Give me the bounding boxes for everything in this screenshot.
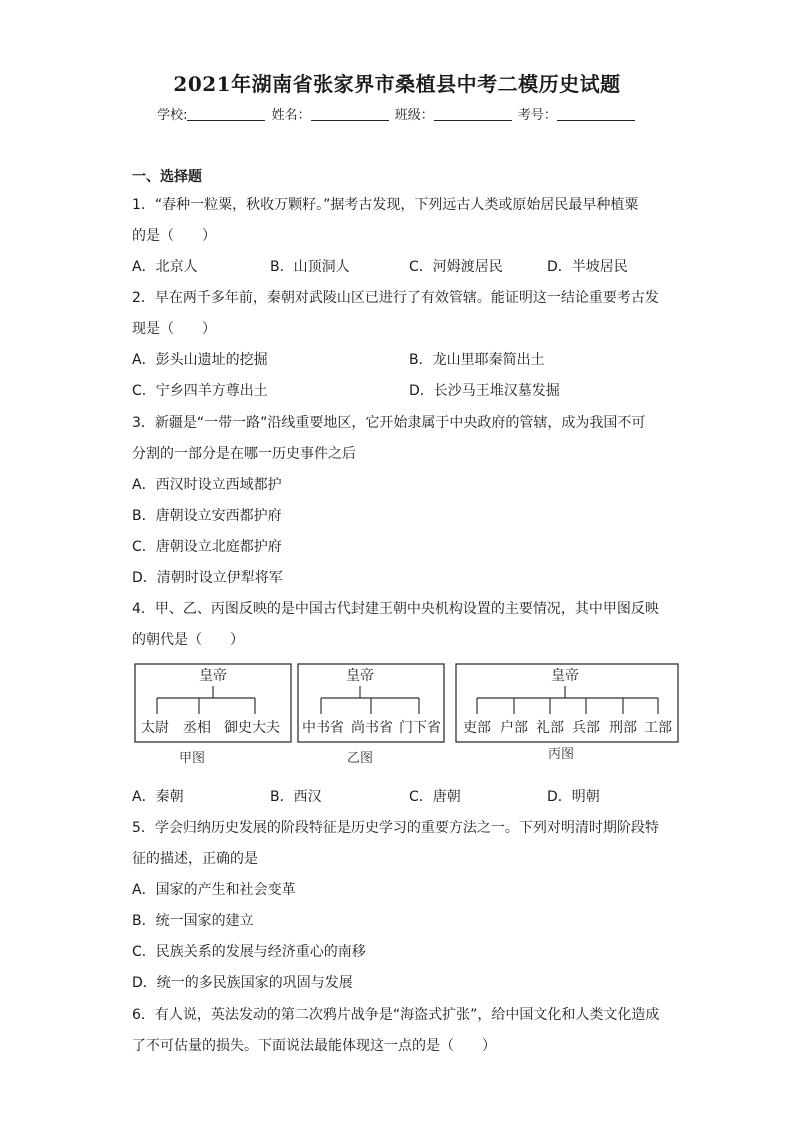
q5-stem-line1: 5．学会归纳历史发展的阶段特征是历史学习的重要方法之一。下列对明清时期阶段特: [132, 820, 659, 836]
q4-stem-line2: 的朝代是（ ）: [132, 632, 244, 648]
q5-option-b[interactable]: B．统一国家的建立: [132, 913, 254, 929]
diagram-yi: [298, 664, 444, 766]
q2-stem-line2: 现是（ ）: [132, 321, 216, 337]
q4-option-c[interactable]: C．唐朝: [409, 789, 461, 805]
diagram-bing-child-2: 户部: [500, 720, 528, 736]
exam-title: 2021年湖南省张家界市桑植县中考二模历史试题: [173, 72, 621, 96]
student-info-row: [0, 104, 794, 123]
q4-stem-line1: 4．甲、乙、丙图反映的是中国古代封建王朝中央机构设置的主要情况，其中甲图反映: [132, 601, 659, 617]
diagram-yi-child-1: 中书省: [302, 720, 344, 736]
diagram-bing-child-5: 刑部: [609, 720, 637, 736]
diagram-jia-top: 皇帝: [199, 668, 227, 684]
q3-option-b[interactable]: B．唐朝设立安西都护府: [132, 508, 282, 524]
q6-stem-line1: 6．有人说，英法发动的第二次鸦片战争是“海盗式扩张”，给中国文化和人类文化造成: [132, 1007, 660, 1023]
q4-option-b[interactable]: B．西汉: [270, 789, 322, 805]
diagram-jia-label: 甲图: [178, 751, 206, 766]
q1-option-b[interactable]: B．山顶洞人: [270, 259, 350, 275]
diagram-bing-child-6: 工部: [644, 720, 672, 736]
q2-stem-line1: 2．早在两千多年前，秦朝对武陵山区已进行了有效管辖。能证明这一结论重要考古发: [132, 290, 659, 306]
q2-option-c[interactable]: C．宁乡四羊方尊出土: [132, 383, 268, 399]
diagram-yi-top: 皇帝: [346, 668, 374, 684]
diagram-bing: [456, 664, 678, 762]
diagram-yi-label: 乙图: [346, 751, 374, 766]
q3-option-d[interactable]: D．清朝时设立伊犁将军: [132, 570, 283, 586]
diagram-bing-label: 丙图: [547, 747, 575, 762]
q4-diagrams: [134, 662, 680, 768]
exam-no-label: 考号：: [517, 108, 557, 123]
exam-no-blank[interactable]: [557, 106, 635, 121]
diagram-yi-child-2: 尚书省: [351, 720, 393, 736]
diagram-jia-child-3: 御史大夫: [224, 720, 280, 736]
q3-option-c[interactable]: C．唐朝设立北庭都护府: [132, 539, 282, 555]
diagram-bing-child-1: 吏部: [463, 720, 491, 736]
diagram-jia-child-2: 丞相: [183, 720, 211, 736]
q1-option-d[interactable]: D．半坡居民: [547, 259, 628, 275]
q5-option-a[interactable]: A．国家的产生和社会变革: [132, 882, 296, 898]
diagram-bing-child-3: 礼部: [536, 720, 564, 736]
q5-stem-line2: 征的描述，正确的是: [132, 851, 258, 867]
q1-option-a[interactable]: A．北京人: [132, 259, 198, 275]
diagram-yi-child-3: 门下省: [399, 720, 441, 736]
q4-diagram-svg: [134, 662, 680, 768]
q5-option-d[interactable]: D．统一的多民族国家的巩固与发展: [132, 975, 353, 991]
q4-option-d[interactable]: D．明朝: [547, 789, 600, 805]
q1-stem-line1: 1．“春种一粒粟，秋收万颗籽。”据考古发现，下列远古人类或原始居民最早种植粟: [132, 197, 639, 213]
q2-option-b[interactable]: B．龙山里耶秦简出土: [409, 352, 545, 368]
q4-option-a[interactable]: A．秦朝: [132, 789, 184, 805]
q6-stem-line2: 了不可估量的损失。下面说法最能体现这一点的是（ ）: [132, 1038, 496, 1054]
class-label: 班级：: [394, 108, 434, 123]
name-label: 姓名：: [271, 108, 311, 123]
diagram-bing-child-4: 兵部: [572, 720, 600, 736]
q3-stem-line2: 分割的一部分是在哪一历史事件之后: [132, 446, 356, 462]
q2-option-d[interactable]: D．长沙马王堆汉墓发掘: [409, 383, 560, 399]
q1-option-c[interactable]: C．河姆渡居民: [409, 259, 503, 275]
school-label: 学校:: [157, 108, 188, 123]
q2-option-a[interactable]: A．彭头山遗址的挖掘: [132, 352, 268, 368]
q1-stem-line2: 的是（ ）: [132, 228, 216, 244]
diagram-jia-child-1: 太尉: [141, 720, 169, 736]
school-blank[interactable]: [187, 106, 265, 121]
q3-stem-line1: 3．新疆是“一带一路”沿线重要地区，它开始隶属于中央政府的管辖，成为我国不可: [132, 415, 646, 431]
q5-option-c[interactable]: C．民族关系的发展与经济重心的南移: [132, 944, 366, 960]
class-blank[interactable]: [434, 106, 512, 121]
section-heading: 一、选择题: [132, 169, 202, 185]
name-blank[interactable]: [311, 106, 389, 121]
diagram-bing-top: 皇帝: [551, 668, 579, 684]
q3-option-a[interactable]: A．西汉时设立西域都护: [132, 477, 282, 493]
diagram-jia: [135, 664, 291, 766]
